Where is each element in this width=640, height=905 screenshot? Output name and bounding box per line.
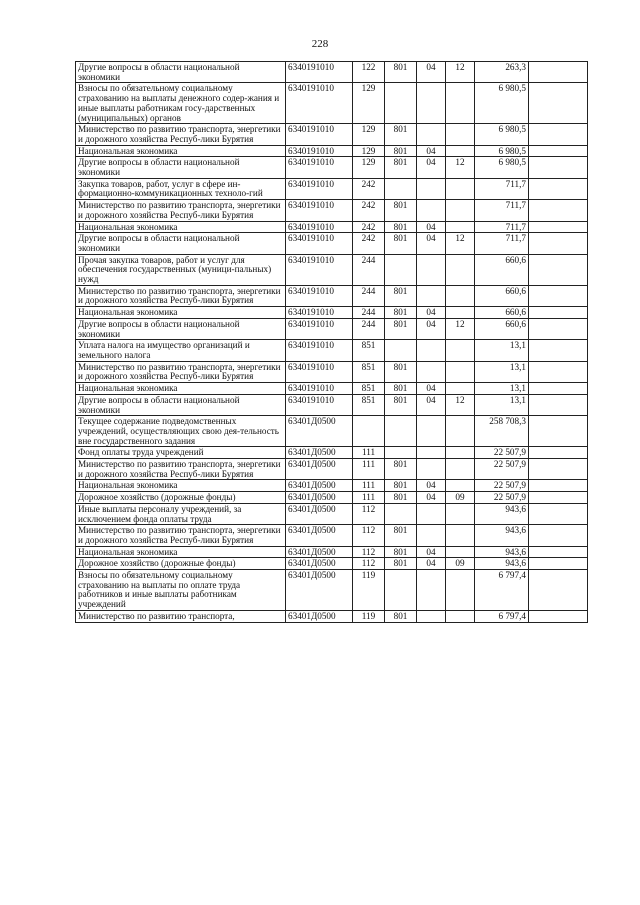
row-subsection-cell [446,178,475,199]
row-expense-type-cell: 242 [353,221,385,233]
row-subsection-cell [446,503,475,524]
row-expense-type-cell: 851 [353,394,385,415]
row-name-cell: Другие вопросы в области национальной экономики [76,394,286,415]
row-ministry-code-cell [385,447,417,459]
row-expense-type-cell: 129 [353,124,385,145]
row-ministry-code-cell: 801 [385,200,417,221]
row-amount-cell: 22 507,9 [475,447,529,459]
row-subsection-cell [446,570,475,611]
row-amount-cell: 660,6 [475,285,529,306]
row-ministry-code-cell [385,178,417,199]
row-section-cell: 04 [417,546,446,558]
row-name-cell: Другие вопросы в области национальной экономики [76,157,286,178]
row-ministry-code-cell [385,570,417,611]
row-expense-type-cell: 129 [353,157,385,178]
row-section-cell [417,610,446,622]
row-ministry-code-cell: 801 [385,307,417,319]
row-empty-cell [529,610,588,622]
row-amount-cell: 711,7 [475,200,529,221]
row-code-cell: 6340191010 [286,254,353,285]
row-amount-cell: 6 980,5 [475,124,529,145]
row-expense-type-cell: 112 [353,558,385,570]
row-ministry-code-cell [385,83,417,124]
row-empty-cell [529,233,588,254]
row-expense-type-cell: 244 [353,285,385,306]
row-expense-type-cell: 111 [353,459,385,480]
page-number: 228 [311,38,329,50]
table-row [76,546,588,558]
row-name-cell: Текущее содержание подведомственных учреждений, осуществляющих свою дея-тельность вне государственного задания [76,416,286,447]
row-empty-cell [529,361,588,382]
row-name-cell: Закупка товаров, работ, услуг в сфере ин-формационно-коммуникационных техноло-гий [76,178,286,199]
row-section-cell [417,570,446,611]
row-expense-type-cell: 242 [353,200,385,221]
row-section-cell [417,361,446,382]
row-ministry-code-cell: 801 [385,361,417,382]
row-ministry-code-cell [385,340,417,361]
row-expense-type-cell: 851 [353,361,385,382]
row-empty-cell [529,178,588,199]
row-section-cell: 04 [417,492,446,504]
row-amount-cell: 711,7 [475,178,529,199]
row-subsection-cell [446,416,475,447]
row-expense-type-cell: 244 [353,254,385,285]
row-ministry-code-cell: 801 [385,124,417,145]
row-name-cell: Министерство по развитию транспорта, [76,610,286,622]
table-row [76,340,588,361]
row-amount-cell: 943,6 [475,503,529,524]
table-row [76,480,588,492]
row-name-cell: Национальная экономика [76,221,286,233]
row-ministry-code-cell: 801 [385,157,417,178]
row-code-cell: 6340191010 [286,145,353,157]
row-code-cell: 6340191010 [286,124,353,145]
row-amount-cell: 711,7 [475,221,529,233]
table-row [76,492,588,504]
row-section-cell: 04 [417,233,446,254]
row-expense-type-cell: 119 [353,570,385,611]
row-code-cell: 6340191010 [286,200,353,221]
row-code-cell: 6340191010 [286,340,353,361]
row-ministry-code-cell: 801 [385,525,417,546]
row-expense-type-cell: 851 [353,340,385,361]
row-ministry-code-cell: 801 [385,233,417,254]
table-row [76,124,588,145]
row-amount-cell: 6 797,4 [475,570,529,611]
row-amount-cell: 6 980,5 [475,145,529,157]
row-name-cell: Взносы по обязательному социальному страхованию на выплаты по оплате труда работников и иные выплаты работникам учреждений [76,570,286,611]
row-expense-type-cell: 112 [353,546,385,558]
row-empty-cell [529,200,588,221]
table-row [76,558,588,570]
row-name-cell: Национальная экономика [76,383,286,395]
row-ministry-code-cell: 801 [385,318,417,339]
row-expense-type-cell: 851 [353,383,385,395]
row-subsection-cell [446,83,475,124]
budget-table-body [76,62,588,623]
row-expense-type-cell: 242 [353,178,385,199]
row-subsection-cell [446,546,475,558]
row-code-cell: 63401Д0500 [286,558,353,570]
row-name-cell: Другие вопросы в области национальной экономики [76,233,286,254]
row-code-cell: 63401Д0500 [286,492,353,504]
row-empty-cell [529,503,588,524]
row-code-cell: 6340191010 [286,394,353,415]
row-code-cell: 63401Д0500 [286,447,353,459]
row-amount-cell: 263,3 [475,62,529,83]
table-row [76,233,588,254]
row-name-cell: Прочая закупка товаров, работ и услуг для обеспечения государственных (муници-пальных) нужд [76,254,286,285]
row-code-cell: 6340191010 [286,62,353,83]
row-ministry-code-cell: 801 [385,492,417,504]
row-amount-cell: 13,1 [475,383,529,395]
row-expense-type-cell [353,416,385,447]
table-row [76,221,588,233]
table-row [76,447,588,459]
row-empty-cell [529,318,588,339]
row-empty-cell [529,394,588,415]
row-empty-cell [529,254,588,285]
row-section-cell: 04 [417,480,446,492]
row-amount-cell: 13,1 [475,361,529,382]
row-section-cell [417,525,446,546]
row-ministry-code-cell [385,254,417,285]
row-empty-cell [529,546,588,558]
row-name-cell: Министерство по развитию транспорта, энергетики и дорожного хозяйства Респуб-лики Бурятия [76,124,286,145]
row-ministry-code-cell: 801 [385,221,417,233]
row-subsection-cell: 12 [446,394,475,415]
row-expense-type-cell: 112 [353,525,385,546]
table-row [76,525,588,546]
row-code-cell: 6340191010 [286,233,353,254]
budget-table [75,61,588,623]
row-subsection-cell [446,124,475,145]
row-ministry-code-cell: 801 [385,62,417,83]
row-name-cell: Национальная экономика [76,546,286,558]
row-section-cell [417,285,446,306]
row-name-cell: Министерство по развитию транспорта, энергетики и дорожного хозяйства Респуб-лики Бурятия [76,459,286,480]
row-empty-cell [529,525,588,546]
row-amount-cell: 6 980,5 [475,83,529,124]
row-subsection-cell [446,383,475,395]
row-empty-cell [529,416,588,447]
row-code-cell: 63401Д0500 [286,610,353,622]
row-subsection-cell [446,361,475,382]
row-subsection-cell: 09 [446,558,475,570]
table-row [76,62,588,83]
row-section-cell [417,200,446,221]
row-code-cell: 6340191010 [286,361,353,382]
table-row [76,285,588,306]
row-subsection-cell [446,221,475,233]
row-empty-cell [529,558,588,570]
row-amount-cell: 6 980,5 [475,157,529,178]
row-name-cell: Министерство по развитию транспорта, энергетики и дорожного хозяйства Респуб-лики Бурятия [76,361,286,382]
table-row [76,610,588,622]
table-row [76,254,588,285]
row-amount-cell: 660,6 [475,254,529,285]
row-section-cell: 04 [417,157,446,178]
row-subsection-cell: 12 [446,233,475,254]
row-code-cell: 6340191010 [286,318,353,339]
row-amount-cell: 943,6 [475,546,529,558]
row-section-cell: 04 [417,394,446,415]
row-ministry-code-cell [385,503,417,524]
table-row [76,307,588,319]
row-ministry-code-cell [385,416,417,447]
row-subsection-cell [446,200,475,221]
row-expense-type-cell: 111 [353,447,385,459]
row-ministry-code-cell: 801 [385,383,417,395]
row-subsection-cell [446,459,475,480]
row-amount-cell: 22 507,9 [475,459,529,480]
row-expense-type-cell: 111 [353,492,385,504]
row-amount-cell: 13,1 [475,394,529,415]
row-name-cell: Уплата налога на имущество организаций и земельного налога [76,340,286,361]
row-section-cell: 04 [417,383,446,395]
row-subsection-cell [446,340,475,361]
table-row [76,503,588,524]
row-empty-cell [529,459,588,480]
row-section-cell: 04 [417,318,446,339]
row-name-cell: Взносы по обязательному социальному страхованию на выплаты денежного содер-жания и иные выплаты работникам госу-дарственных (муниципальных) органов [76,83,286,124]
row-code-cell: 6340191010 [286,157,353,178]
row-subsection-cell [446,285,475,306]
row-name-cell: Другие вопросы в области национальной экономики [76,318,286,339]
row-name-cell: Национальная экономика [76,307,286,319]
row-ministry-code-cell: 801 [385,546,417,558]
row-code-cell: 63401Д0500 [286,570,353,611]
row-expense-type-cell: 119 [353,610,385,622]
row-expense-type-cell: 129 [353,145,385,157]
row-empty-cell [529,492,588,504]
row-code-cell: 63401Д0500 [286,459,353,480]
row-subsection-cell [446,447,475,459]
row-empty-cell [529,145,588,157]
row-amount-cell: 711,7 [475,233,529,254]
row-section-cell [417,416,446,447]
row-empty-cell [529,480,588,492]
row-name-cell: Фонд оплаты труда учреждений [76,447,286,459]
row-expense-type-cell: 244 [353,318,385,339]
row-ministry-code-cell: 801 [385,558,417,570]
row-subsection-cell [446,610,475,622]
row-code-cell: 63401Д0500 [286,480,353,492]
row-code-cell: 6340191010 [286,83,353,124]
table-row [76,145,588,157]
row-subsection-cell [446,145,475,157]
row-name-cell: Министерство по развитию транспорта, энергетики и дорожного хозяйства Респуб-лики Бурятия [76,285,286,306]
row-ministry-code-cell: 801 [385,480,417,492]
row-empty-cell [529,62,588,83]
table-row [76,416,588,447]
row-section-cell: 04 [417,558,446,570]
row-amount-cell: 660,6 [475,307,529,319]
row-code-cell: 6340191010 [286,383,353,395]
row-code-cell: 63401Д0500 [286,546,353,558]
row-expense-type-cell: 112 [353,503,385,524]
row-section-cell: 04 [417,145,446,157]
table-row [76,394,588,415]
row-ministry-code-cell: 801 [385,459,417,480]
row-name-cell: Министерство по развитию транспорта, энергетики и дорожного хозяйства Респуб-лики Бурятия [76,200,286,221]
row-section-cell [417,83,446,124]
row-empty-cell [529,157,588,178]
row-name-cell: Дорожное хозяйство (дорожные фонды) [76,558,286,570]
row-section-cell [417,447,446,459]
row-subsection-cell: 12 [446,62,475,83]
row-section-cell [417,124,446,145]
row-name-cell: Иные выплаты персоналу учреждений, за исключением фонда оплаты труда [76,503,286,524]
table-row [76,178,588,199]
row-amount-cell: 258 708,3 [475,416,529,447]
row-code-cell: 63401Д0500 [286,503,353,524]
row-expense-type-cell: 242 [353,233,385,254]
row-code-cell: 6340191010 [286,307,353,319]
row-section-cell [417,254,446,285]
row-ministry-code-cell: 801 [385,285,417,306]
row-section-cell [417,459,446,480]
row-section-cell [417,503,446,524]
row-expense-type-cell: 129 [353,83,385,124]
row-name-cell: Министерство по развитию транспорта, энергетики и дорожного хозяйства Респуб-лики Бурятия [76,525,286,546]
table-row [76,157,588,178]
row-section-cell [417,340,446,361]
table-row [76,200,588,221]
row-amount-cell: 660,6 [475,318,529,339]
table-row [76,383,588,395]
row-ministry-code-cell: 801 [385,610,417,622]
row-empty-cell [529,340,588,361]
row-name-cell: Национальная экономика [76,480,286,492]
row-amount-cell: 22 507,9 [475,492,529,504]
row-empty-cell [529,383,588,395]
table-row [76,361,588,382]
row-ministry-code-cell: 801 [385,394,417,415]
row-amount-cell: 22 507,9 [475,480,529,492]
row-amount-cell: 13,1 [475,340,529,361]
row-code-cell: 6340191010 [286,221,353,233]
table-row [76,459,588,480]
row-name-cell: Другие вопросы в области национальной экономики [76,62,286,83]
row-empty-cell [529,285,588,306]
row-expense-type-cell: 122 [353,62,385,83]
row-ministry-code-cell: 801 [385,145,417,157]
row-code-cell: 6340191010 [286,285,353,306]
row-code-cell: 6340191010 [286,178,353,199]
row-expense-type-cell: 244 [353,307,385,319]
row-section-cell: 04 [417,221,446,233]
row-name-cell: Дорожное хозяйство (дорожные фонды) [76,492,286,504]
row-subsection-cell: 09 [446,492,475,504]
row-subsection-cell [446,525,475,546]
row-empty-cell [529,221,588,233]
row-subsection-cell [446,254,475,285]
table-row [76,83,588,124]
row-subsection-cell [446,307,475,319]
row-subsection-cell: 12 [446,157,475,178]
row-empty-cell [529,124,588,145]
row-code-cell: 63401Д0500 [286,525,353,546]
row-name-cell: Национальная экономика [76,145,286,157]
row-expense-type-cell: 111 [353,480,385,492]
row-subsection-cell [446,480,475,492]
table-row [76,318,588,339]
row-section-cell: 04 [417,307,446,319]
row-code-cell: 63401Д0500 [286,416,353,447]
row-amount-cell: 943,6 [475,525,529,546]
row-amount-cell: 6 797,4 [475,610,529,622]
row-empty-cell [529,570,588,611]
row-amount-cell: 943,6 [475,558,529,570]
row-section-cell [417,178,446,199]
row-empty-cell [529,447,588,459]
row-subsection-cell: 12 [446,318,475,339]
row-empty-cell [529,83,588,124]
table-row [76,570,588,611]
row-section-cell: 04 [417,62,446,83]
row-empty-cell [529,307,588,319]
